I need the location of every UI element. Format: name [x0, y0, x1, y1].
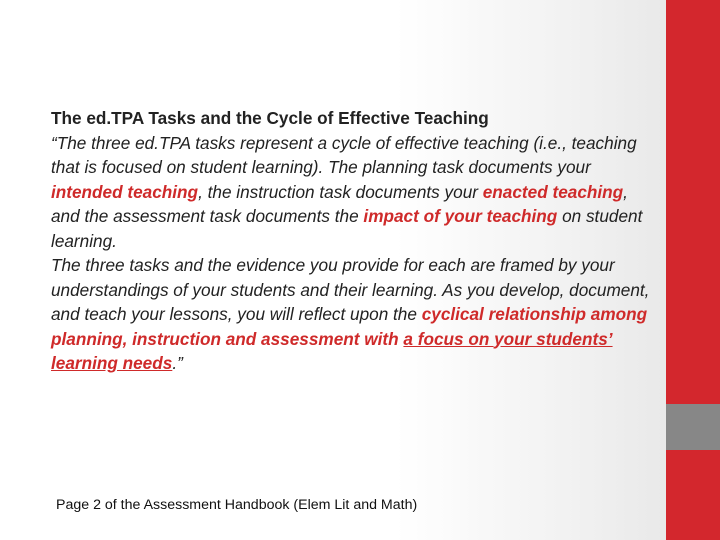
sidebar-red-band-bottom	[666, 450, 720, 540]
quote-text: on student learning.	[51, 206, 643, 251]
highlight-cyclical-relationship: cyclical relationship among planning, instruction and assessment with	[51, 304, 648, 349]
quote-paragraph-2	[51, 253, 651, 376]
slide-content	[51, 106, 651, 376]
quote-text: The three tasks and the evidence you provide for each are framed by your understandings of your students and their learning. As you develop, document, and teach your lessons, you will reflect upon the	[51, 255, 650, 324]
quote-text: , and the assessment task documents the	[51, 181, 628, 226]
slide-title: The ed.TPA Tasks and the Cycle of Effective Teaching	[51, 108, 489, 128]
highlight-impact-of-teaching: impact of your teaching	[363, 206, 558, 226]
quote-paragraph-1	[51, 131, 651, 254]
sidebar-red-band-top	[666, 0, 720, 404]
highlight-enacted-teaching: enacted teaching	[482, 181, 624, 202]
highlight-intended-teaching: intended teaching	[51, 181, 199, 202]
sidebar-gray-band	[666, 404, 720, 450]
quote-end: .”	[172, 353, 183, 373]
highlight-focus-on-students: a focus on your students’ learning needs	[51, 328, 613, 373]
source-footnote: Page 2 of the Assessment Handbook (Elem Lit and Math)	[56, 497, 418, 513]
quote-text: , the instruction task documents your	[198, 181, 483, 202]
quote-text: “The three ed.TPA tasks represent a cycle of effective teaching (i.e., teaching that is focused on student learning). The planning task documents your	[51, 132, 637, 177]
accent-sidebar	[666, 0, 720, 540]
